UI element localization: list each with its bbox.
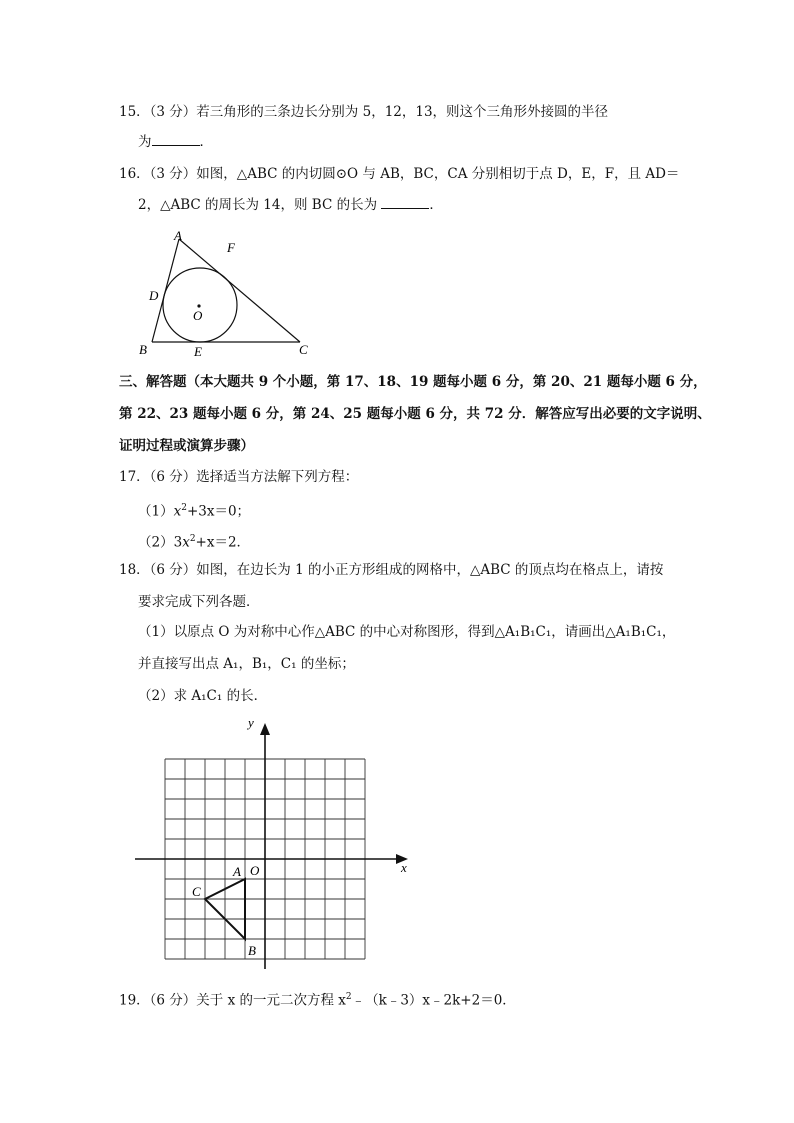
label-A: A [233,864,241,879]
q18-part2: （2）求 A₁C₁ 的长． [138,688,268,704]
q19-line [119,987,516,1011]
label-E: E [194,344,202,359]
q17-p2-rest: +x＝2． [195,534,251,551]
q18-part1-line1: （1）以原点 O 为对称中心作△ABC 的中心对称图形，得到△A₁B₁C₁，请画出△A₁B₁C₁， [138,624,676,640]
q15-line1: 15．（3 分）若三角形的三条边长分别为 5，12，13，则这个三角形外接圆的半径 [119,104,609,120]
label-A: A [174,228,182,243]
q18-part1-line2: 并直接写出点 A₁，B₁，C₁ 的坐标； [138,656,355,672]
q19-rest: ﹣（k﹣3）x﹣2k+2＝0． [351,992,516,1009]
label-O: O [193,308,203,323]
q16-line2-pre: 2，△ABC 的周长为 14，则 BC 的长为 [138,197,382,213]
q15-line2 [138,132,213,152]
q16-line2 [138,195,443,215]
q18-grid-figure [130,712,420,974]
section3-line2: 第 22、23 题每小题 6 分，第 24、25 题每小题 6 分，共 72 分．解答应写出必要的文字说明、 [119,406,711,422]
label-C: C [299,342,308,357]
y-axis-arrow [260,723,270,735]
section3-line1: 三、解答题（本大题共 9 个小题，第 17、18、19 题每小题 6 分，第 20、21 题每小题 6 分， [119,374,707,390]
q15-line2-post: ． [199,134,213,150]
q19-sup: 2 [345,992,352,1002]
label-origin: O [250,863,260,878]
q15-answer-blank [152,133,200,146]
label-x: x [401,860,407,875]
label-B: B [248,943,256,958]
q18-line2: 要求完成下列各题． [138,594,260,610]
q17-part2: $(2)3x^2+x=2$． [138,534,251,551]
q17-p1-sup: 2 [181,503,187,513]
q16-line1: 16．（3 分）如图，△ABC 的内切圆⊙O 与 AB，BC，CA 分别相切于点 D，E，F，且 AD＝ [119,166,680,182]
q16-incircle-figure [130,222,330,364]
q17-p2-sup: 2 [189,534,196,544]
label-F: F [227,240,235,255]
label-D: D [149,288,159,303]
label-B: B [139,342,147,357]
section3-line3: 证明过程或演算步骤） [119,438,254,454]
q17-p1-rest: +3x＝0； [186,503,251,520]
q17-p2-prefix: （2） [138,534,174,551]
q18-line1: 18．（6 分）如图，在边长为 1 的小正方形组成的网格中，△ABC 的顶点均在格点上，请按 [119,562,664,578]
side-ac [179,239,300,342]
q16-line2-post: ． [429,197,443,213]
q15-line2-pre: 为 [138,134,152,150]
label-y: y [248,715,254,730]
q17-stem: 17．（6 分）选择适当方法解下列方程： [119,469,359,485]
q16-answer-blank [381,196,429,209]
q17-part1: $(1)x^2+3x=0$； [138,503,251,520]
label-C: C [192,884,201,899]
q17-p1-prefix: （1） [138,503,174,520]
q19-pre: 19．（6 分）关于 x 的一元二次方程 x [119,992,346,1009]
